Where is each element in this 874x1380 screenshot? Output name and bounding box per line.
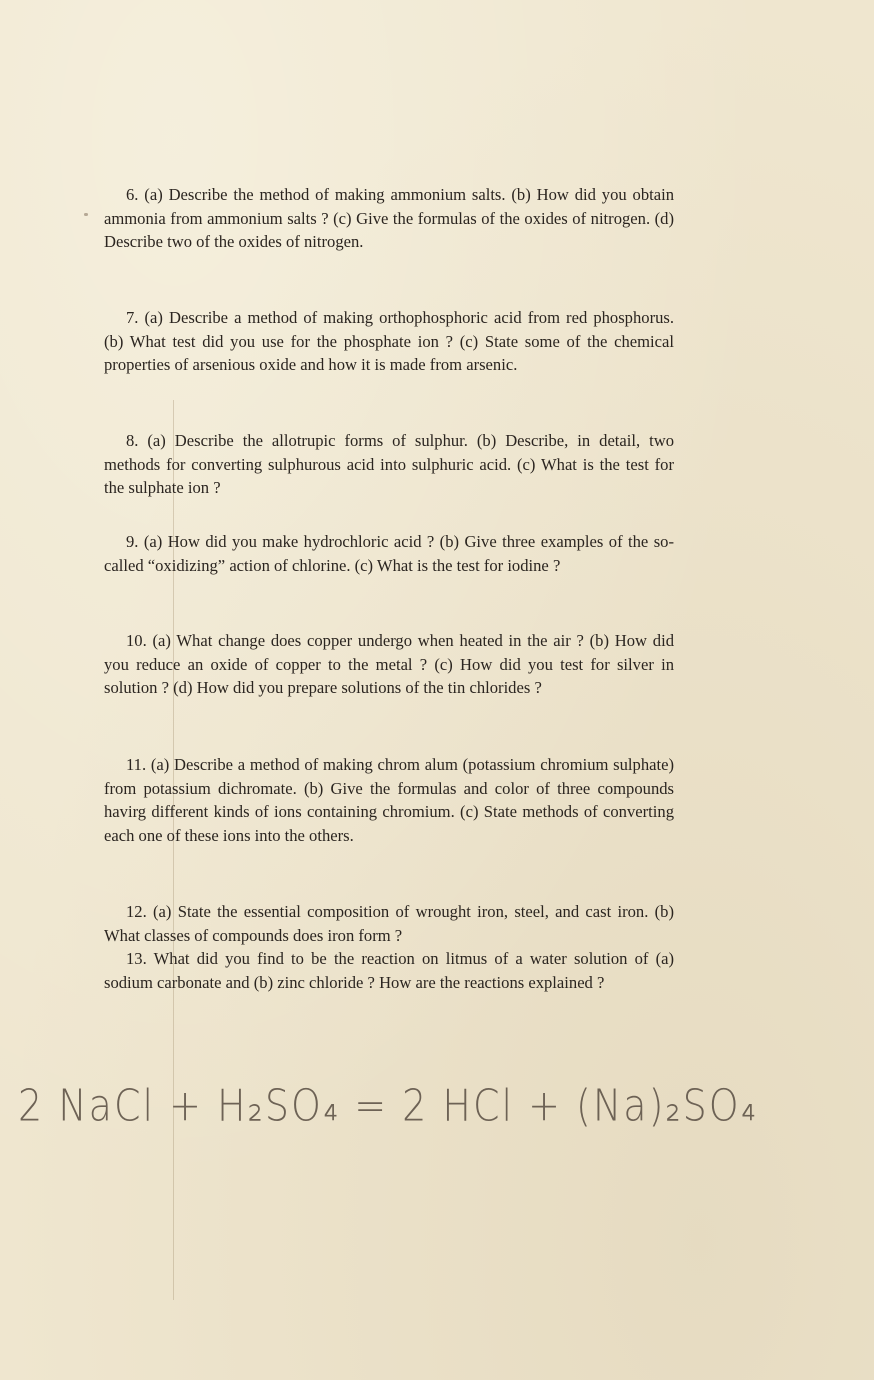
question-8: 8. (a) Describe the allotrupic forms of sulphur. (b) Describe, in detail, two methods for converting sulphurous acid into sulphuric acid. (c) What is the test for the sulphate ion ? <box>104 431 674 497</box>
paper-speck <box>84 213 88 216</box>
question-6: 6. (a) Describe the method of making ammonium salts. (b) How did you obtain ammonia from ammonium salts ? (c) Give the formulas of the oxides of nitrogen. (d) Describe two of the oxides of nitrogen. <box>104 185 674 251</box>
question-10: 10. (a) What change does copper undergo when heated in the air ? (b) How did you reduce an oxide of copper to the metal ? (c) How did you test for silver in solution ? (d) How did you prepare solutions of the tin chlorides ? <box>104 631 674 697</box>
question-7: 7. (a) Describe a method of making orthophosphoric acid from red phosphorus. (b) What test did you use for the phosphate ion ? (c) State some of the chemical properties of arsenious oxide and how it is made from arsenic. <box>104 308 674 374</box>
handwritten-equation: 2 NaCl + H₂SO₄ = 2 HCl + (Na)₂SO₄ <box>18 1080 758 1131</box>
question-12: 12. (a) State the essential composition of wrought iron, steel, and cast iron. (b) What classes of compounds does iron form ? <box>104 902 674 945</box>
question-9: 9. (a) How did you make hydrochloric acid ? (b) Give three examples of the so-called “oxidizing” action of chlorine. (c) What is the test for iodine ? <box>104 532 674 575</box>
question-11: 11. (a) Describe a method of making chrom alum (potassium chromium sulphate) from potassium dichromate. (b) Give the formulas and color of three compounds havirg different kinds of ions containing chromium. (c) State methods of converting each one of these ions into the others. <box>104 755 674 845</box>
question-13: 13. What did you find to be the reaction on litmus of a water solution of (a) sodium carbonate and (b) zinc chloride ? How are the reactions explained ? <box>104 949 674 992</box>
